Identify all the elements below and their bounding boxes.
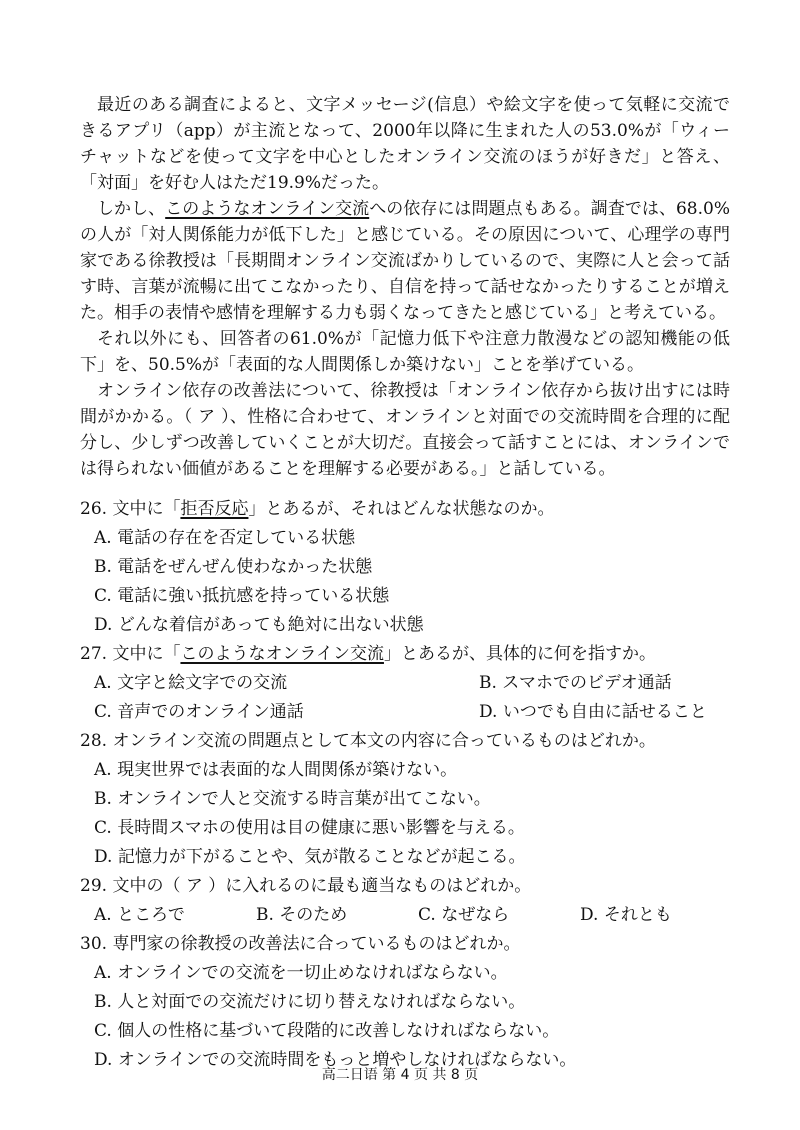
question-27-underlined-phrase: このようなオンライン交流 [180, 644, 384, 664]
question-29-option-a: A. ところで [94, 905, 185, 925]
question-27-stem [80, 640, 730, 669]
question-28-option-b: B. オンラインで人と交流する時言葉が出てこない。 [94, 789, 491, 809]
question-28 [80, 727, 730, 872]
question-27-option-c: C. 音声でのオンライン通話 [94, 702, 304, 722]
question-27-option-b: B. スマホでのビデオ通話 [479, 673, 672, 693]
question-26-underlined-phrase: 拒否反応 [180, 499, 249, 519]
question-27-stem-start: 27. 文中に「 [80, 644, 181, 664]
question-26-option-d: D. どんな着信があっても絶対に出ない状態 [94, 615, 424, 635]
question-27-option-a: A. 文字と絵文字での交流 [94, 673, 288, 693]
question-30-option-a: A. オンラインでの交流を一切止めなければならない。 [94, 963, 508, 983]
question-26 [80, 495, 730, 640]
question-30-stem: 30. 専門家の徐教授の改善法に合っているものはどれか。 [80, 934, 521, 954]
question-30 [80, 930, 730, 1075]
page-footer: 高二日语 第 4 页 共 8 页 [321, 1067, 479, 1083]
passage-paragraph-4: オンライン依存の改善法について、徐教授は「オンライン依存から抜け出すには時間がかかる。（ ア ）、性格に合わせて、オンラインと対面での交流時間を合理的に配分し、少しずつ改善していくことが大切だ。直接会って話すことには、オンラインでは得られない価値があることを理解する必要がある。」と話している。 [80, 381, 730, 479]
question-27-option-d: D. いつでも自由に話せること [479, 702, 707, 722]
question-27 [80, 640, 730, 727]
question-27-stem-end: 」とあるが、具体的に何を指すか。 [383, 644, 656, 664]
question-29-option-c: C. なぜなら [418, 905, 510, 925]
passage-paragraph-3: それ以外にも、回答者の61.0%が「記憶力低下や注意力散漫などの認知機能の低下」を、50.5%が「表面的な人間関係しか築けない」ことを挙げている。 [80, 329, 730, 375]
question-29-option-d: D. それとも [580, 905, 672, 925]
question-26-option-a: A. 電話の存在を否定している状態 [94, 528, 356, 548]
reading-passage [80, 92, 730, 482]
question-30-option-c: C. 個人の性格に基づいて段階的に改善しなければならない。 [94, 1021, 560, 1041]
passage-paragraph-1: 最近のある調査によると、文字メッセージ(信息）や絵文字を使って気軽に交流できるアプリ（app）が主流となって、2000年以降に生まれた人の53.0%が「ウィーチャットなどを使って文字を中心としたオンライン交流のほうが好きだ」と答え、「対面」を好む人はただ19.9%だった。 [80, 95, 730, 193]
question-28-option-c: C. 長時間スマホの使用は目の健康に悪い影響を与える。 [94, 818, 525, 838]
question-30-option-d: D. オンラインでの交流時間をもっと増やしなければならない。 [94, 1050, 577, 1070]
question-26-stem-start: 26. 文中に「 [80, 499, 181, 519]
underlined-phrase: このようなオンライン交流 [165, 199, 370, 219]
question-28-stem: 28. オンライン交流の問題点として本文の内容に合っているものはどれか。 [80, 731, 656, 751]
passage-paragraph-2-rest: への依存には問題点もある。調査では、68.0%の人が「対人関係能力が低下した」と感じている。その原因について、心理学の専門家である徐教授は「長期間オンライン交流ばかりしているので、実際に人と会って話す時、言葉が流暢に出てこなかったり、自信を持って話せなかったりすることが増えた。相手の表情や感情を理解する力も弱くなってきたと感じている」と考えている。 [80, 199, 730, 323]
question-29 [80, 872, 730, 930]
question-list [80, 495, 730, 1075]
question-29-option-b: B. そのため [256, 905, 348, 925]
question-27-options-row-1 [80, 669, 730, 698]
question-26-stem [80, 495, 730, 524]
question-26-option-b: B. 電話をぜんぜん使わなかった状態 [94, 557, 373, 577]
passage-paragraph-2-start: しかし、 [97, 199, 166, 219]
question-29-stem: 29. 文中の（ ア ）に入れるのに最も適当なものはどれか。 [80, 876, 532, 896]
passage-paragraph-2 [80, 196, 730, 326]
question-28-option-a: A. 現実世界では表面的な人間関係が築けない。 [94, 760, 458, 780]
question-29-options-row [80, 901, 730, 930]
question-26-option-c: C. 電話に強い抵抗感を持っている状態 [94, 586, 390, 606]
question-28-option-d: D. 記憶力が下がることや、気が散ることなどが起こる。 [94, 847, 526, 867]
question-27-options-row-2 [80, 698, 730, 727]
question-26-stem-end: 」とあるが、それはどんな状態なのか。 [248, 499, 555, 519]
question-30-option-b: B. 人と対面での交流だけに切り替えなければならない。 [94, 992, 526, 1012]
